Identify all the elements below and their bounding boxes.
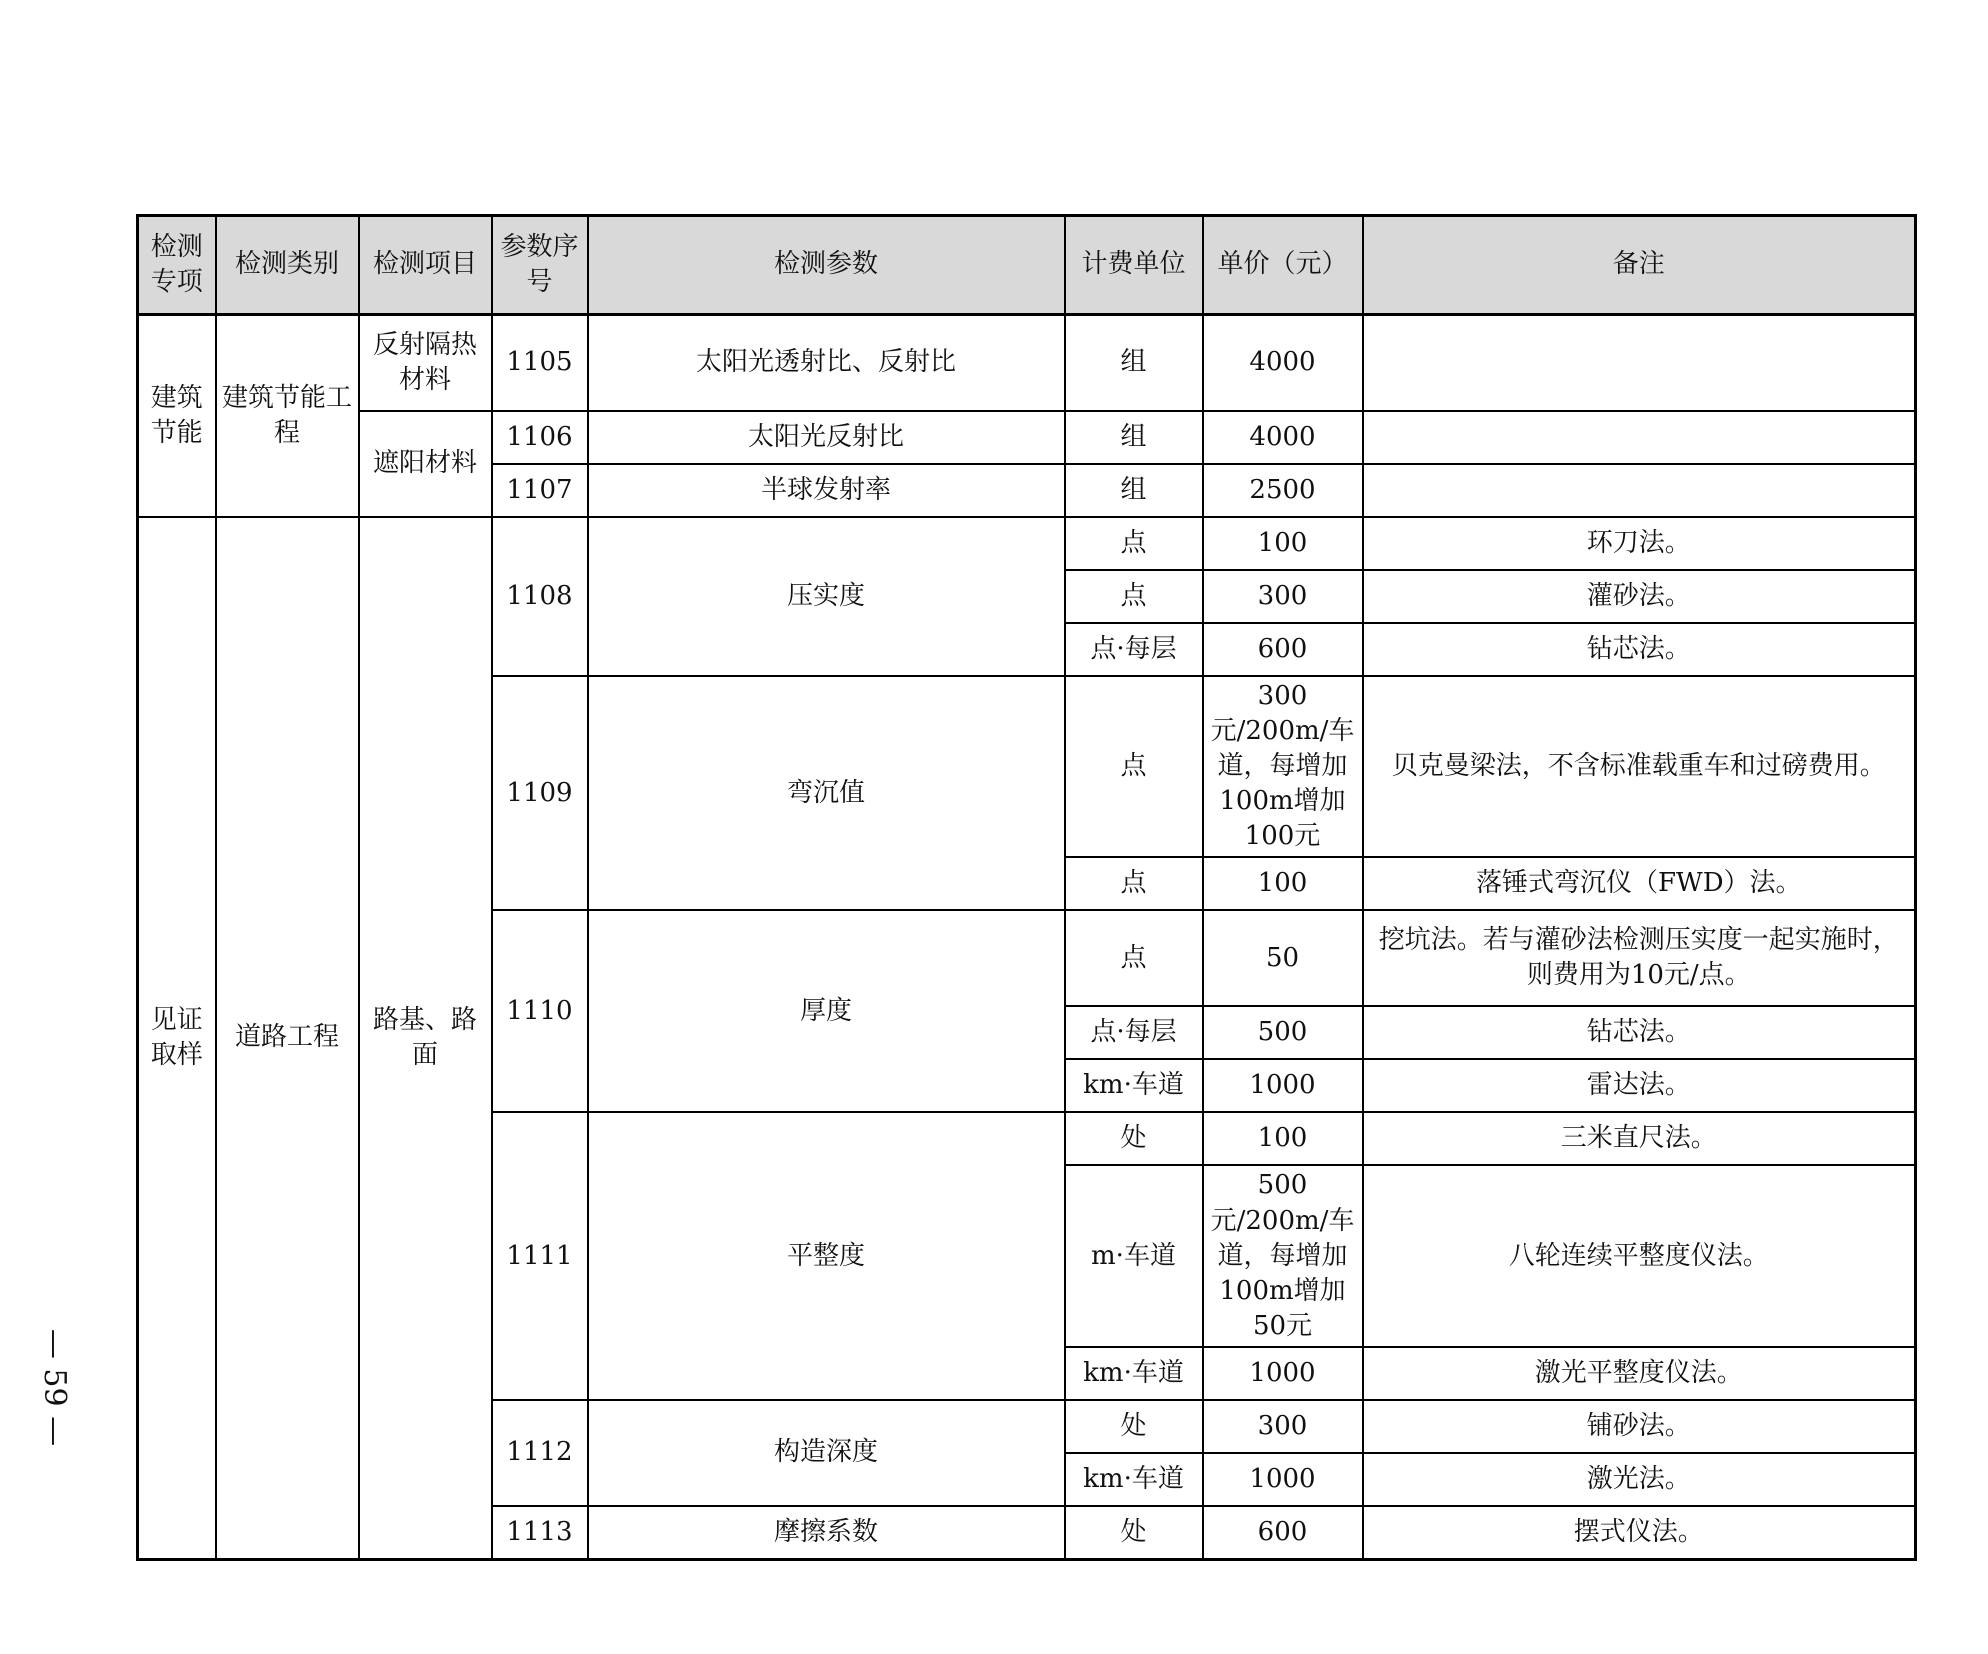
param-cell: 摩擦系数: [588, 1506, 1065, 1560]
header-cell: 检测类别: [216, 216, 359, 315]
unit-cell: 处: [1065, 1112, 1203, 1165]
price-cell: 300: [1203, 570, 1363, 623]
remark-cell: [1363, 411, 1916, 464]
remark-cell: 铺砂法。: [1363, 1400, 1916, 1453]
table-row: [138, 411, 1916, 464]
unit-cell: 处: [1065, 1506, 1203, 1560]
remark-cell: 三米直尺法。: [1363, 1112, 1916, 1165]
price-cell: 100: [1203, 1112, 1363, 1165]
unit-cell: 点·每层: [1065, 623, 1203, 676]
header-cell: 单价（元）: [1203, 216, 1363, 315]
seq-cell: 1111: [492, 1112, 588, 1399]
remark-cell: 摆式仪法。: [1363, 1506, 1916, 1560]
price-cell: 500元/200m/车道，每增加100m增加50元: [1203, 1165, 1363, 1346]
seq-cell: 1106: [492, 411, 588, 464]
price-cell: 4000: [1203, 411, 1363, 464]
remark-cell: 八轮连续平整度仪法。: [1363, 1165, 1916, 1346]
remark-cell: 激光法。: [1363, 1453, 1916, 1506]
price-cell: 4000: [1203, 315, 1363, 412]
unit-cell: km·车道: [1065, 1347, 1203, 1400]
remark-cell: 环刀法。: [1363, 517, 1916, 570]
unit-cell: m·车道: [1065, 1165, 1203, 1346]
unit-cell: 点: [1065, 910, 1203, 1006]
price-cell: 300元/200m/车道，每增加100m增加100元: [1203, 676, 1363, 857]
seq-cell: 1110: [492, 910, 588, 1112]
unit-cell: 组: [1065, 315, 1203, 412]
seq-cell: 1105: [492, 315, 588, 412]
header-cell: 检测专项: [138, 216, 216, 315]
param-cell: 构造深度: [588, 1400, 1065, 1506]
param-cell: 半球发射率: [588, 464, 1065, 517]
remark-cell: 贝克曼梁法，不含标准载重车和过磅费用。: [1363, 676, 1916, 857]
unit-cell: 组: [1065, 464, 1203, 517]
fee-table: [136, 214, 1917, 1561]
param-cell: 平整度: [588, 1112, 1065, 1399]
seq-cell: 1109: [492, 676, 588, 910]
price-cell: 1000: [1203, 1453, 1363, 1506]
param-cell: 太阳光反射比: [588, 411, 1065, 464]
item-cell: 路基、路面: [359, 517, 492, 1559]
special-cell: 见证取样: [138, 517, 216, 1559]
remark-cell: 挖坑法。若与灌砂法检测压实度一起实施时，则费用为10元/点。: [1363, 910, 1916, 1006]
seq-cell: 1107: [492, 464, 588, 517]
special-cell: 建筑节能: [138, 315, 216, 518]
unit-cell: 处: [1065, 1400, 1203, 1453]
table-header-row: [138, 216, 1916, 315]
page-number: — 59 —: [37, 1328, 73, 1446]
unit-cell: 点: [1065, 857, 1203, 910]
remark-cell: [1363, 464, 1916, 517]
unit-cell: 组: [1065, 411, 1203, 464]
remark-cell: 激光平整度仪法。: [1363, 1347, 1916, 1400]
price-cell: 1000: [1203, 1347, 1363, 1400]
remark-cell: 钻芯法。: [1363, 1006, 1916, 1059]
param-cell: 厚度: [588, 910, 1065, 1112]
remark-cell: 落锤式弯沉仪（FWD）法。: [1363, 857, 1916, 910]
price-cell: 2500: [1203, 464, 1363, 517]
unit-cell: 点·每层: [1065, 1006, 1203, 1059]
price-cell: 1000: [1203, 1059, 1363, 1112]
header-cell: 备注: [1363, 216, 1916, 315]
price-cell: 600: [1203, 1506, 1363, 1560]
price-cell: 100: [1203, 857, 1363, 910]
header-cell: 检测参数: [588, 216, 1065, 315]
seq-cell: 1113: [492, 1506, 588, 1560]
remark-cell: 灌砂法。: [1363, 570, 1916, 623]
param-cell: 弯沉值: [588, 676, 1065, 910]
table-row: [138, 315, 1916, 412]
remark-cell: [1363, 315, 1916, 412]
price-cell: 100: [1203, 517, 1363, 570]
header-cell: 检测项目: [359, 216, 492, 315]
param-cell: 压实度: [588, 517, 1065, 676]
price-cell: 600: [1203, 623, 1363, 676]
price-cell: 500: [1203, 1006, 1363, 1059]
remark-cell: 雷达法。: [1363, 1059, 1916, 1112]
header-cell: 参数序号: [492, 216, 588, 315]
header-cell: 计费单位: [1065, 216, 1203, 315]
category-cell: 建筑节能工程: [216, 315, 359, 518]
remark-cell: 钻芯法。: [1363, 623, 1916, 676]
unit-cell: 点: [1065, 570, 1203, 623]
seq-cell: 1112: [492, 1400, 588, 1506]
unit-cell: 点: [1065, 676, 1203, 857]
param-cell: 太阳光透射比、反射比: [588, 315, 1065, 412]
table-row: [138, 517, 1916, 570]
price-cell: 300: [1203, 1400, 1363, 1453]
unit-cell: km·车道: [1065, 1059, 1203, 1112]
unit-cell: 点: [1065, 517, 1203, 570]
price-cell: 50: [1203, 910, 1363, 1006]
category-cell: 道路工程: [216, 517, 359, 1559]
item-cell: 反射隔热材料: [359, 315, 492, 412]
item-cell: 遮阳材料: [359, 411, 492, 517]
unit-cell: km·车道: [1065, 1453, 1203, 1506]
seq-cell: 1108: [492, 517, 588, 676]
